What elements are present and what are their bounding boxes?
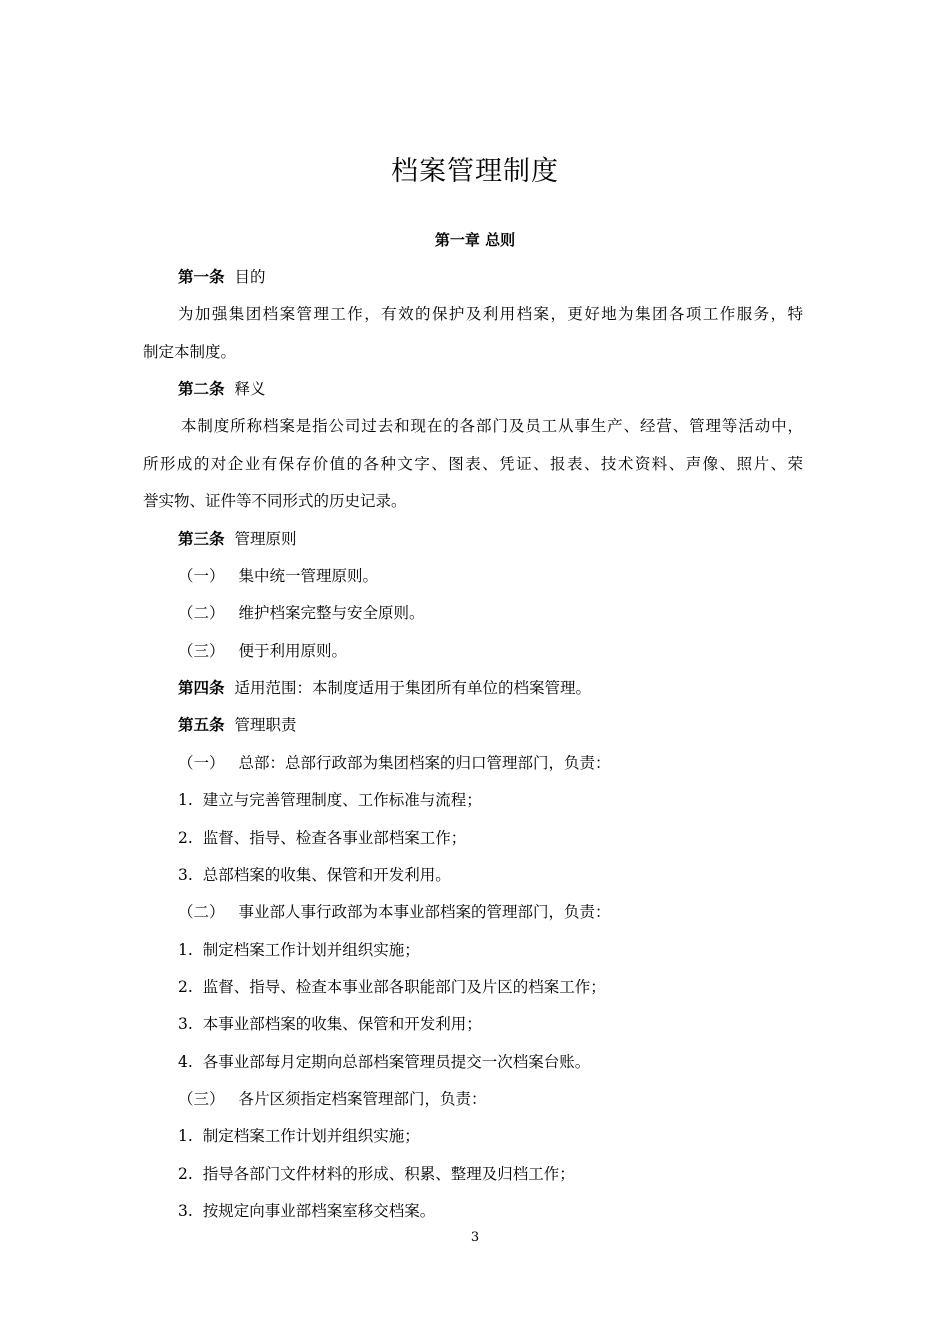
list-text: 集中统一管理原则。 xyxy=(238,567,379,585)
list-number: 1. xyxy=(178,941,193,959)
section-text: 各片区须指定档案管理部门，负责： xyxy=(238,1090,487,1108)
list-item xyxy=(178,975,803,999)
list-text: 总部档案的收集、保管和开发利用。 xyxy=(202,866,451,884)
list-number: 3. xyxy=(178,1015,193,1033)
section-number: （二） xyxy=(178,903,225,921)
list-number: 2. xyxy=(178,978,193,996)
section-text: 事业部人事行政部为本事业部档案的管理部门，负责： xyxy=(238,903,611,921)
chapter-heading: 第一章 总则 xyxy=(434,231,516,249)
list-number: 2. xyxy=(178,829,193,847)
list-item xyxy=(178,1012,803,1036)
list-text: 监督、指导、检查各事业部档案工作； xyxy=(202,829,467,847)
list-item xyxy=(178,826,803,850)
article-label: 第一条 xyxy=(178,268,225,286)
list-text: 监督、指导、检查本事业部各职能部门及片区的档案工作； xyxy=(202,978,606,996)
paragraph-line: 制定本制度。 xyxy=(143,343,237,361)
list-item xyxy=(178,863,803,887)
paragraph-line: 誉实物、证件等不同形式的历史记录。 xyxy=(143,492,407,510)
list-text: 便于利用原则。 xyxy=(238,642,348,660)
section-heading xyxy=(178,900,803,924)
list-item xyxy=(178,1050,803,1074)
list-number: 2. xyxy=(178,1165,193,1183)
list-number: 1. xyxy=(178,1127,193,1145)
list-number: （二） xyxy=(178,604,225,622)
list-item xyxy=(178,1124,803,1148)
article-text: 管理职责 xyxy=(234,716,297,734)
list-text: 指导各部门文件材料的形成、积累、整理及归档工作； xyxy=(202,1165,575,1183)
article-text: 释义 xyxy=(234,380,266,398)
paragraph-line: 本制度所称档案是指公司过去和现在的各部门及员工从事生产、经营、管理等活动中， xyxy=(181,417,803,435)
list-item xyxy=(178,938,803,962)
article-text: 目的 xyxy=(234,268,266,286)
document-title: 档案管理制度 xyxy=(391,156,559,187)
article-1 xyxy=(178,265,803,289)
article-label: 第三条 xyxy=(178,530,225,548)
article-label: 第五条 xyxy=(178,716,225,734)
list-item xyxy=(178,1199,803,1223)
list-number: （三） xyxy=(178,642,225,660)
list-item xyxy=(178,564,803,588)
section-heading xyxy=(178,1087,803,1111)
article-text: 管理原则 xyxy=(234,530,297,548)
section-number: （三） xyxy=(178,1090,225,1108)
list-text: 各事业部每月定期向总部档案管理员提交一次档案台账。 xyxy=(202,1053,591,1071)
list-text: 制定档案工作计划并组织实施； xyxy=(202,1127,420,1145)
section-number: （一） xyxy=(178,754,225,772)
list-text: 按规定向事业部档案室移交档案。 xyxy=(202,1202,436,1220)
list-number: （一） xyxy=(178,567,225,585)
article-3 xyxy=(178,527,803,551)
page-number: 3 xyxy=(470,1230,480,1245)
paragraph-line: 为加强集团档案管理工作，有效的保护及利用档案，更好地为集团各项工作服务，特 xyxy=(178,305,803,323)
article-2 xyxy=(178,377,803,401)
list-item xyxy=(178,601,803,625)
article-text: 适用范围：本制度适用于集团所有单位的档案管理。 xyxy=(234,679,592,697)
article-5 xyxy=(178,713,803,737)
list-item xyxy=(178,639,803,663)
list-item xyxy=(178,788,803,812)
article-label: 第四条 xyxy=(178,679,225,697)
list-number: 3. xyxy=(178,866,193,884)
list-number: 3. xyxy=(178,1202,193,1220)
list-text: 维护档案完整与安全原则。 xyxy=(238,604,425,622)
article-4 xyxy=(178,676,803,700)
article-label: 第二条 xyxy=(178,380,225,398)
list-number: 4. xyxy=(178,1053,193,1071)
list-number: 1. xyxy=(178,791,193,809)
section-text: 总部：总部行政部为集团档案的归口管理部门，负责： xyxy=(238,754,611,772)
section-heading xyxy=(178,751,803,775)
list-item xyxy=(178,1162,803,1186)
list-text: 本事业部档案的收集、保管和开发利用； xyxy=(202,1015,482,1033)
list-text: 建立与完善管理制度、工作标准与流程； xyxy=(202,791,482,809)
list-text: 制定档案工作计划并组织实施； xyxy=(202,941,420,959)
paragraph-line: 所形成的对企业有保存价值的各种文字、图表、凭证、报表、技术资料、声像、照片、荣 xyxy=(143,455,803,473)
